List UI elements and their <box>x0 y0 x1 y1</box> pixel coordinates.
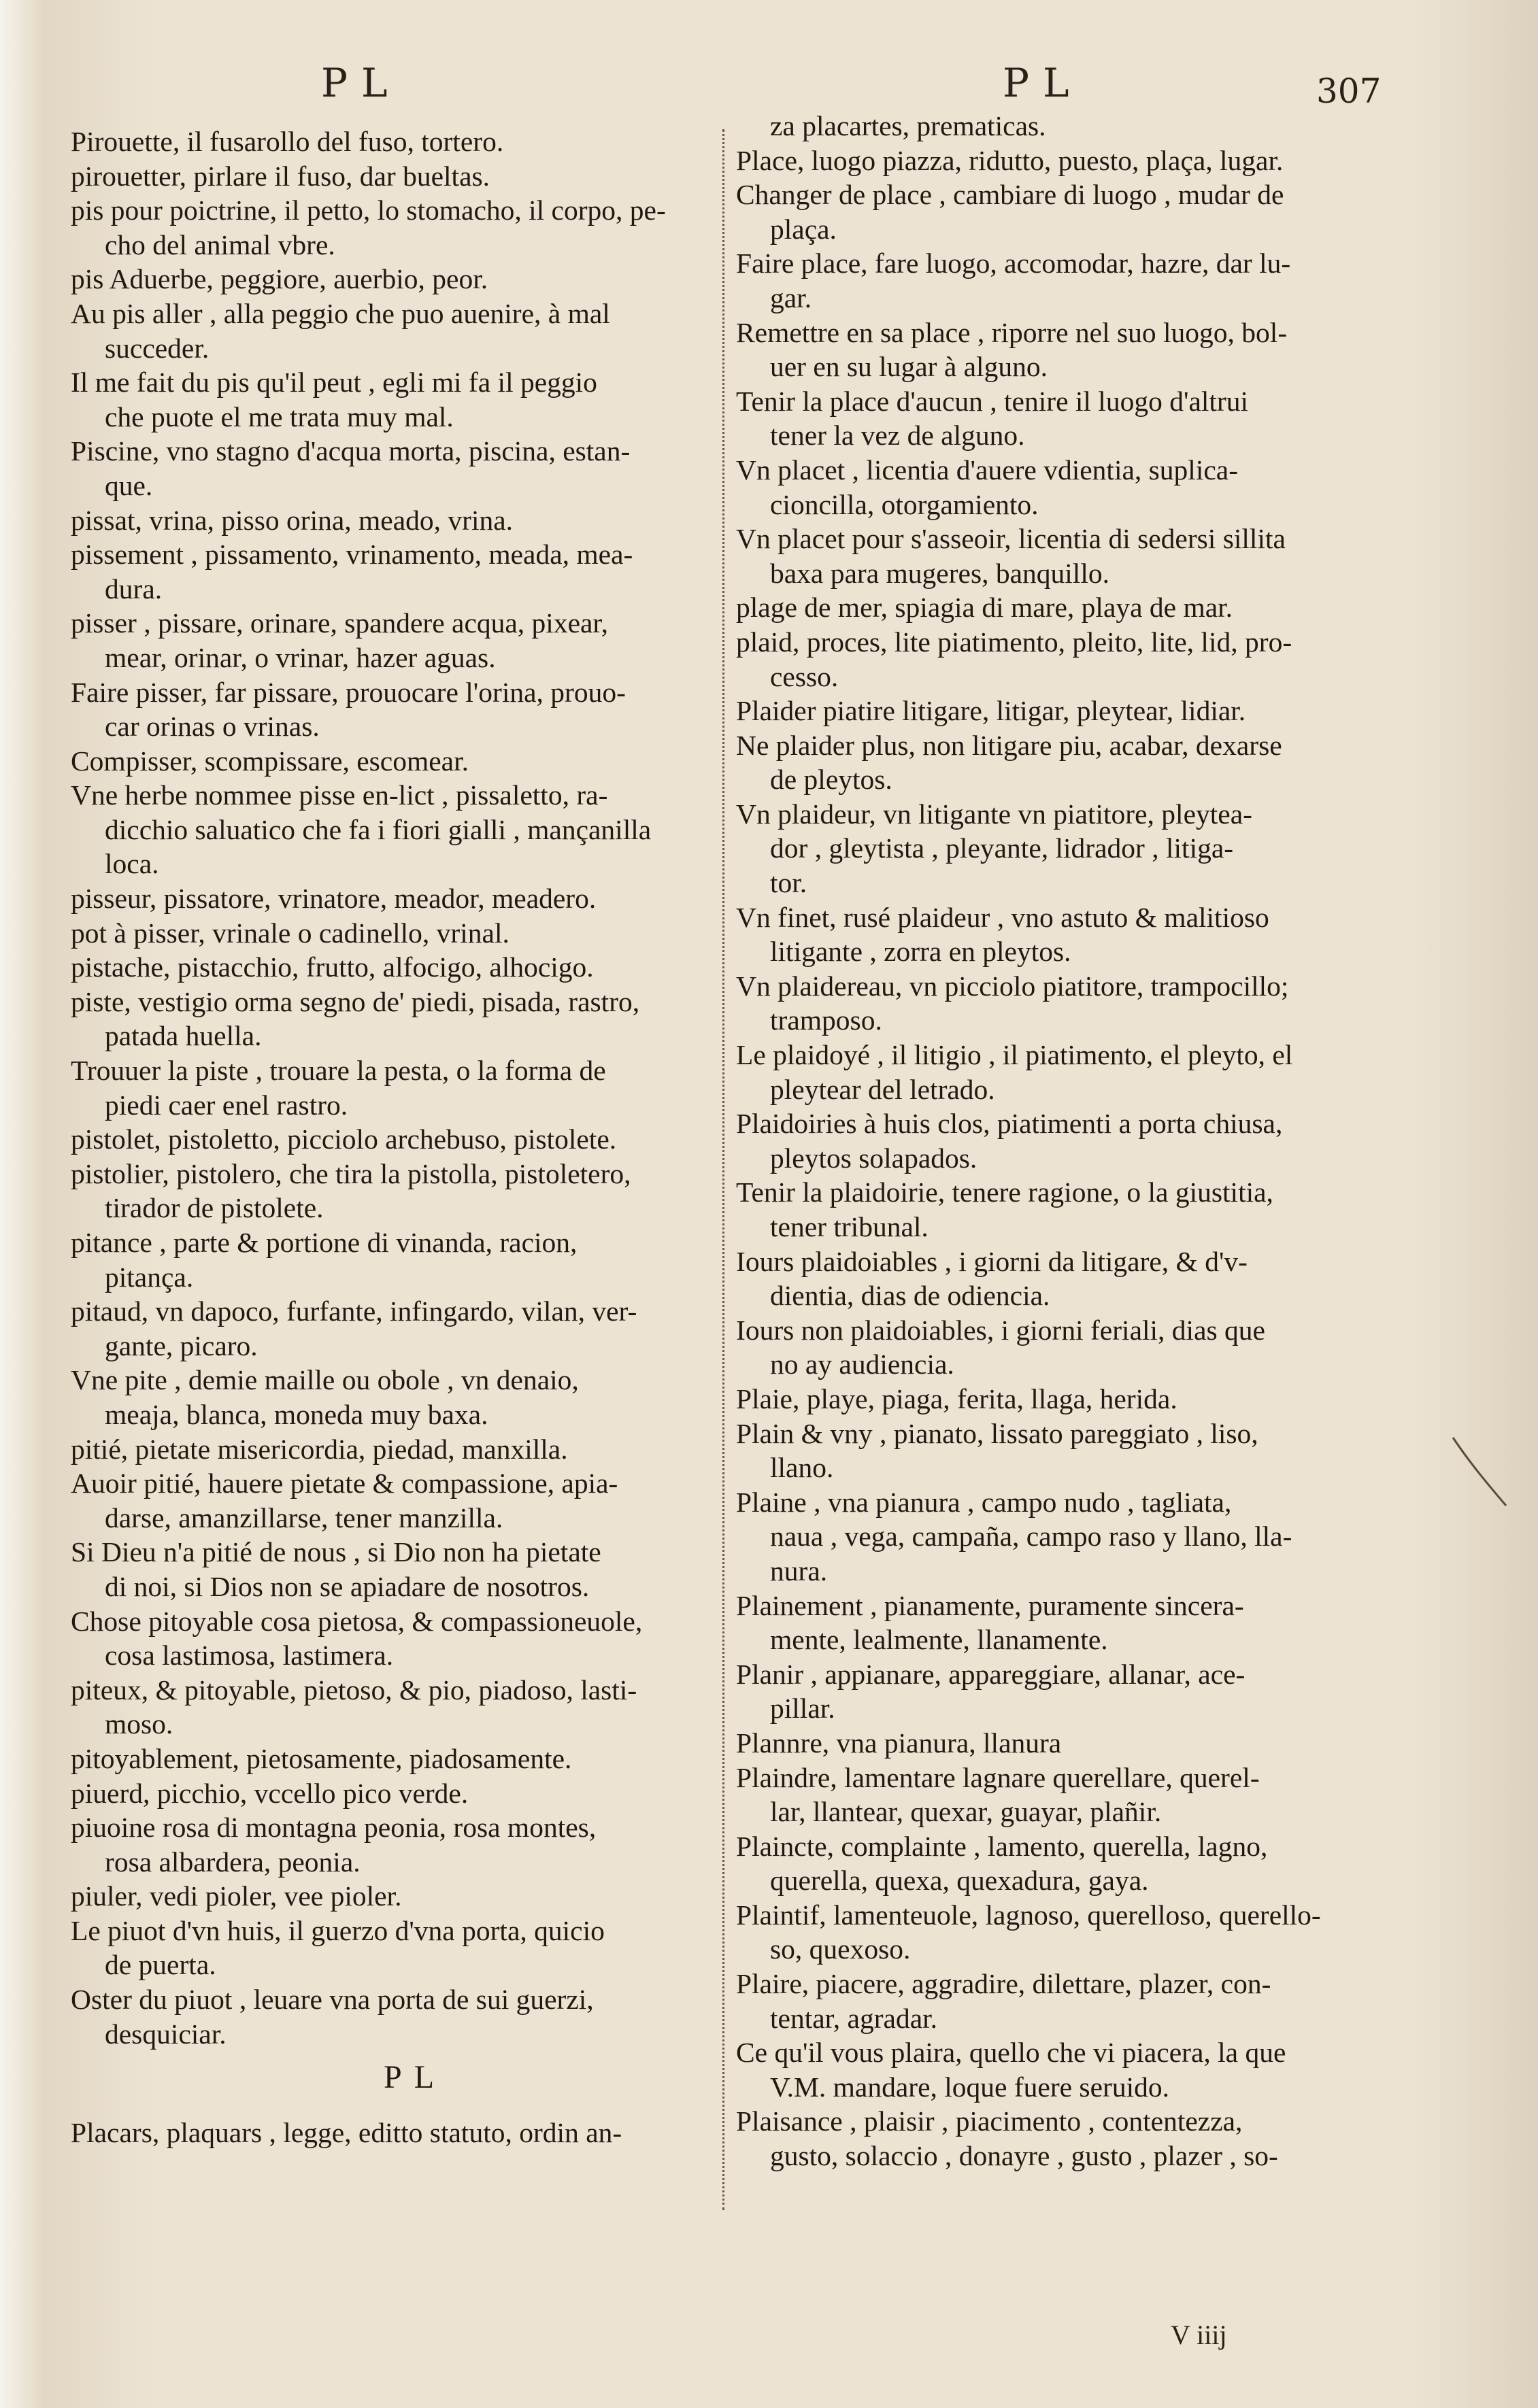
entry-line: pillar. <box>770 1693 835 1725</box>
entry-line: cosa lastimosa, lastimera. <box>105 1640 394 1672</box>
entry-line: Au pis aller , alla peggio che puo auenire, à mal <box>71 297 610 329</box>
entry-line: pis Aduerbe, peggiore, auerbio, peor. <box>71 263 488 295</box>
entry-line: pistache, pistacchio, frutto, alfocigo, alhocigo. <box>71 951 594 983</box>
entry-line: Ne plaider plus, non litigare piu, acabar, dexarse <box>736 729 1282 761</box>
entry-line: pleytos solapados. <box>770 1142 977 1174</box>
entry-line: piteux, & pitoyable, pietoso, & pio, piadoso, lasti- <box>71 1674 637 1706</box>
entry-line: pissat, vrina, pisso orina, meado, vrina. <box>71 504 514 536</box>
entry-line: piuerd, picchio, vccello pico verde. <box>71 1777 469 1809</box>
entry-line: Vn placet pour s'asseoir, licentia di sedersi sillita <box>736 523 1286 555</box>
entry-line: Plaire, piacere, aggradire, dilettare, plazer, con- <box>736 1968 1271 2000</box>
entry-line: Plaine , vna pianura , campo nudo , tagliata, <box>736 1486 1232 1518</box>
entry-line: Vne pite , demie maille ou obole , vn denaio, <box>71 1364 579 1396</box>
entry-line: Planir , appianare, appareggiare, allanar, ace- <box>736 1658 1246 1690</box>
entry-line: Tenir la place d'aucun , tenire il luogo d'altrui <box>736 385 1249 417</box>
entry-line: V.M. mandare, loque fuere seruido. <box>770 2071 1169 2103</box>
entry-line: plaça. <box>770 213 837 245</box>
entry-line: Plainement , pianamente, puramente sincera- <box>736 1589 1244 1621</box>
entry-line: meaja, blanca, moneda muy baxa. <box>105 1398 488 1430</box>
pen-stroke-mark <box>1449 1435 1510 1510</box>
entry-line: Trouuer la piste , trouare la pesta, o la forma de <box>71 1055 606 1087</box>
entry-line: Plaider piatire litigare, litigar, pleytear, lidiar. <box>736 695 1246 727</box>
entry-line: gusto, solaccio , donayre , gusto , plazer , so- <box>770 2140 1278 2172</box>
entry-line: loca. <box>105 848 159 880</box>
entry-line: baxa para mugeres, banquillo. <box>770 557 1109 589</box>
entry-line: plaid, proces, lite piatimento, pleito, lite, lid, pro- <box>736 626 1292 658</box>
entry-line: querella, quexa, quexadura, gaya. <box>770 1865 1149 1897</box>
entry-line: za placartes, prematicas. <box>770 110 1046 141</box>
entry-line: di noi, si Dios non se apiadare de nosotros. <box>105 1570 590 1602</box>
running-head-right: PL <box>1003 60 1083 106</box>
entry-line: Tenir la plaidoirie, tenere ragione, o la giustitia, <box>736 1176 1273 1208</box>
entry-line: Faire place, fare luogo, accomodar, hazre, dar lu- <box>736 248 1291 279</box>
entry-line: Plannre, vna pianura, llanura <box>736 1727 1062 1759</box>
entry-line: Ce qu'il vous plaira, quello che vi piacera, la que <box>736 2037 1286 2069</box>
entry-line: dor , gleytista , pleyante, lidrador , litiga- <box>770 832 1234 864</box>
entry-line: Vn placet , licentia d'auere vdientia, suplica- <box>736 454 1239 486</box>
entry-line: naua , vega, campaña, campo raso y llano, lla- <box>770 1521 1292 1553</box>
entry-line: Plaidoiries à huis clos, piatimenti a porta chiusa, <box>736 1108 1283 1140</box>
entry-line: Vne herbe nommee pisse en-lict , pissaletto, ra- <box>71 779 608 811</box>
entry-line: pitaud, vn dapoco, furfante, infingardo, vilan, ver- <box>71 1295 637 1327</box>
entry-line: Vn finet, rusé plaideur , vno astuto & malitioso <box>736 901 1269 933</box>
entry-line: dicchio saluatico che fa i fiori gialli , mançanilla <box>105 813 652 845</box>
entry-line: Plaincte, complainte , lamento, querella, lagno, <box>736 1830 1268 1862</box>
entry-line: dura. <box>105 573 163 605</box>
entry-line: Si Dieu n'a pitié de nous , si Dio non ha pietate <box>71 1536 601 1568</box>
entry-line: pirouetter, pirlare il fuso, dar bueltas. <box>71 160 490 192</box>
entry-line: Placars, plaquars , legge, editto statuto, ordin an- <box>71 2116 622 2148</box>
entry-line: tor. <box>770 867 807 899</box>
entry-line: pitança. <box>105 1261 194 1293</box>
entry-line: no ay audiencia. <box>770 1349 954 1380</box>
entry-line: gar. <box>770 282 812 313</box>
entry-line: pis pour poictrine, il petto, lo stomacho, il corpo, pe- <box>71 194 666 226</box>
entry-line: Vn plaidereau, vn picciolo piatitore, trampocillo; <box>736 970 1289 1002</box>
entry-line: Plaintif, lamenteuole, lagnoso, querelloso, querello- <box>736 1899 1321 1931</box>
entry-line: Faire pisser, far pissare, prouocare l'orina, prouo- <box>71 676 626 708</box>
entry-line: Vn plaideur, vn litigante vn piatitore, pleytea- <box>736 798 1252 830</box>
entry-line: gante, picaro. <box>105 1329 258 1361</box>
entry-line: nura. <box>770 1555 828 1587</box>
entry-line: piedi caer enel rastro. <box>105 1089 348 1121</box>
entry-line: tentar, agradar. <box>770 2002 938 2034</box>
left-column <box>71 124 741 2150</box>
entry-line: mear, orinar, o vrinar, hazer aguas. <box>105 641 496 673</box>
entry-line: Piscine, vno stagno d'acqua morta, piscina, estan- <box>71 435 631 467</box>
entry-line: so, quexoso. <box>770 1933 911 1965</box>
entry-line: piste, vestigio orma segno de' piedi, pisada, rastro, <box>71 985 640 1017</box>
entry-line: llano. <box>770 1452 834 1484</box>
entry-line: pisser , pissare, orinare, spandere acqua, pixear, <box>71 607 608 639</box>
entry-line: plage de mer, spiagia di mare, playa de mar. <box>736 592 1233 624</box>
entry-line: tener la vez de alguno. <box>770 420 1025 452</box>
entry-line: cesso. <box>770 660 839 692</box>
entry-line: Plain & vny , pianato, lissato pareggiato , liso, <box>736 1417 1258 1449</box>
entry-line: moso. <box>105 1708 173 1740</box>
entry-line: Chose pitoyable cosa pietosa, & compassioneuole, <box>71 1605 643 1637</box>
entry-line: pisseur, pissatore, vrinatore, meador, meadero. <box>71 883 597 915</box>
entry-line: Place, luogo piazza, ridutto, puesto, plaça, lugar. <box>736 144 1284 176</box>
entry-line: mente, lealmente, llanamente. <box>770 1624 1108 1656</box>
entry-line: Le piuot d'vn huis, il guerzo d'vna porta, quicio <box>71 1914 605 1946</box>
entry-line: desquiciar. <box>105 2018 227 2050</box>
entry-line: Changer de place , cambiare di luogo , mudar de <box>736 179 1284 211</box>
entry-line: pissement , pissamento, vrinamento, meada, mea- <box>71 539 633 571</box>
entry-line: dientia, dias de odiencia. <box>770 1280 1050 1312</box>
entry-line: Iours non plaidoiables, i giorni feriali, dias que <box>736 1314 1265 1346</box>
right-column <box>736 109 1416 2173</box>
entry-line: que. <box>105 469 153 501</box>
entry-line: Remettre en sa place , riporre nel suo luogo, bol- <box>736 316 1288 348</box>
entry-line: de puerta. <box>105 1949 216 1981</box>
running-head-left: PL <box>321 60 401 106</box>
entry-line: cioncilla, otorgamiento. <box>770 488 1039 520</box>
page-gutter <box>0 0 41 2408</box>
entry-line: car orinas o vrinas. <box>105 711 320 743</box>
entry-line: pitance , parte & portione di vinanda, racion, <box>71 1227 578 1258</box>
entry-line: darse, amanzillarse, tener manzilla. <box>105 1502 503 1533</box>
entry-line: pistolier, pistolero, che tira la pistolla, pistoletero, <box>71 1157 631 1189</box>
entry-line: Plaindre, lamentare lagnare querellare, querel- <box>736 1761 1260 1793</box>
entry-line: Pirouette, il fusarollo del fuso, tortero. <box>71 126 504 157</box>
entry-line: Oster du piuot , leuare vna porta de sui guerzi, <box>71 1984 594 2016</box>
entry-line: uer en su lugar à alguno. <box>770 351 1048 383</box>
entry-line: Plaie, playe, piaga, ferita, llaga, herida. <box>736 1383 1177 1414</box>
entry-line: cho del animal vbre. <box>105 228 335 260</box>
entry-line: lar, llantear, quexar, guayar, plañir. <box>770 1796 1162 1828</box>
entry-line: litigante , zorra en pleytos. <box>770 936 1071 968</box>
entry-line: tramposo. <box>770 1004 882 1036</box>
entry-line: tener tribunal. <box>770 1211 929 1242</box>
entry-line: rosa albardera, peonia. <box>105 1846 361 1878</box>
entry-line: tirador de pistolete. <box>105 1192 324 1224</box>
entry-line: Plaisance , plaisir , piacimento , contentezza, <box>736 2105 1243 2137</box>
signature-mark: V iiij <box>1171 2320 1227 2350</box>
entry-line: succeder. <box>105 332 210 364</box>
entry-line: Le plaidoyé , il litigio , il piatimento, el pleyto, el <box>736 1039 1293 1071</box>
entry-line: Compisser, scompissare, escomear. <box>71 745 469 777</box>
entry-line: pistolet, pistoletto, picciolo archebuso, pistolete. <box>71 1123 617 1155</box>
entry-line: Iours plaidoiables , i giorni da litigare, & d'v- <box>736 1245 1248 1277</box>
entry-line: Auoir pitié, hauere pietate & compassione, apia- <box>71 1468 618 1499</box>
entry-line: patada huella. <box>105 1020 262 1052</box>
entry-line: pitoyablement, pietosamente, piadosamente. <box>71 1742 572 1774</box>
section-heading: PL <box>384 2061 447 2095</box>
entry-line: piuler, vedi pioler, vee pioler. <box>71 1880 402 1912</box>
entry-line: pitié, pietate misericordia, piedad, manxilla. <box>71 1433 568 1465</box>
entry-line: che puote el me trata muy mal. <box>105 401 454 433</box>
entry-line: pleytear del letrado. <box>770 1073 995 1105</box>
entry-line: Il me fait du pis qu'il peut , egli mi fa il peggio <box>71 367 597 398</box>
entry-line: de pleytos. <box>770 764 892 796</box>
entry-line: piuoine rosa di montagna peonia, rosa montes, <box>71 1812 597 1844</box>
entry-line: pot à pisser, vrinale o cadinello, vrinal. <box>71 917 509 949</box>
page-number: 307 <box>1316 71 1382 111</box>
